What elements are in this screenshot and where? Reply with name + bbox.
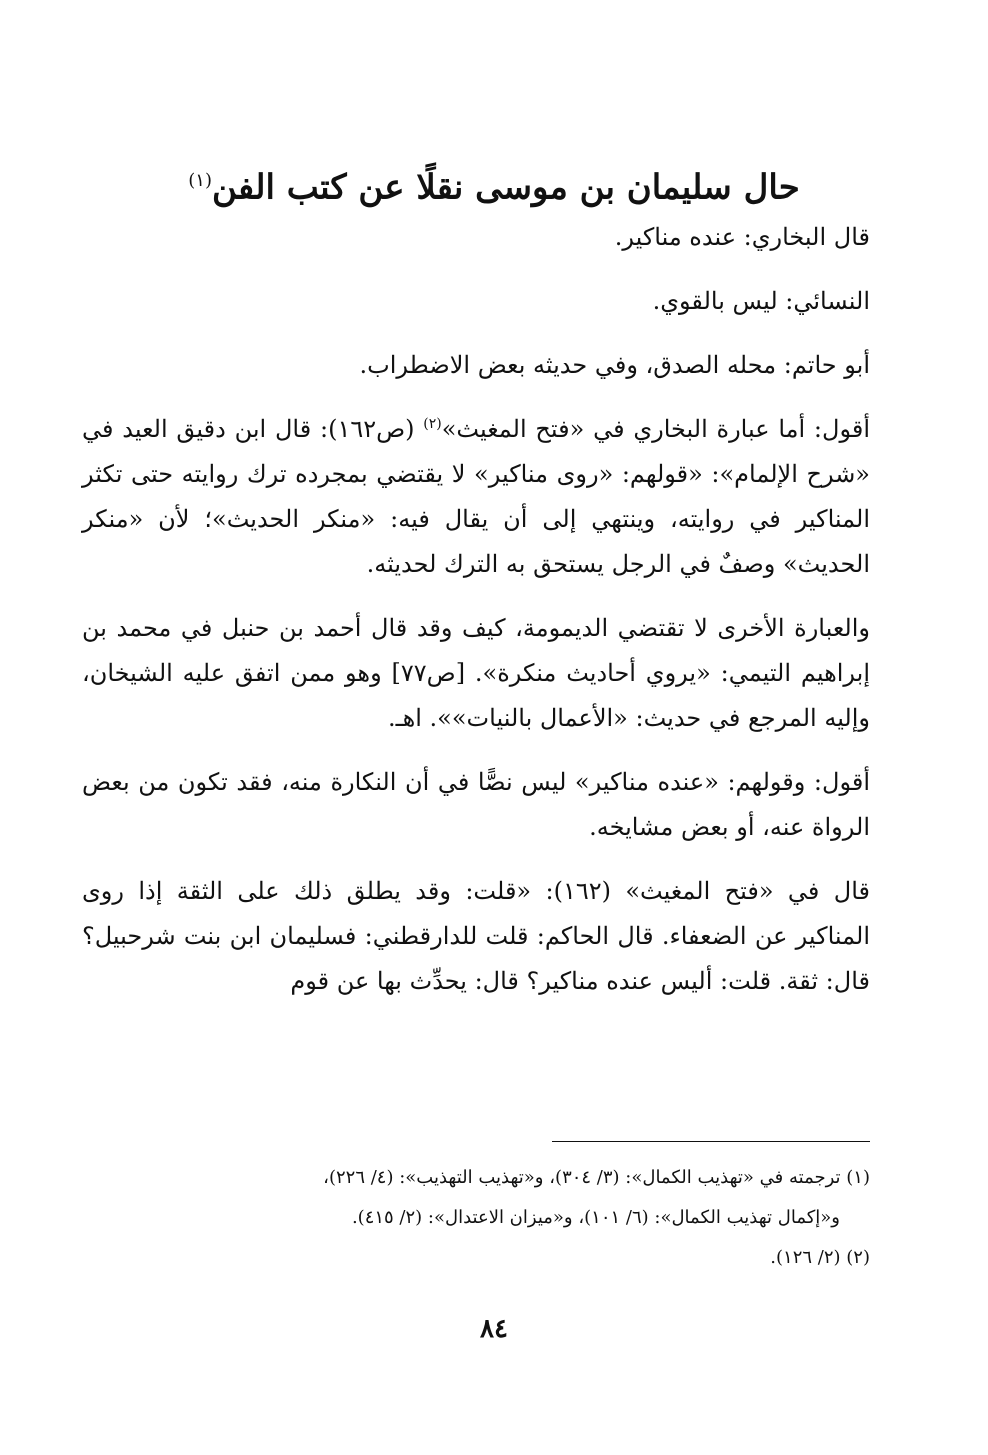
title-footnote-marker[interactable]: (١) xyxy=(188,169,212,191)
paragraph-nasai: النسائي: ليس بالقوي. xyxy=(652,287,870,315)
chapter-title xyxy=(90,155,898,213)
footnote-1-line-1: (١) ترجمته في «تهذيب الكمال»: (٣/ ٣٠٤)، و«تهذيب التهذيب»: (٤/ ٢٢٦)، xyxy=(323,1167,870,1188)
footnote-marker-2[interactable]: (٢) xyxy=(423,416,442,432)
page-number: ٨٤ xyxy=(480,1314,508,1344)
footnote-2: (٢) (٢/ ١٢٦). xyxy=(770,1247,870,1268)
paragraph-bukhari: قال البخاري: عنده مناكير. xyxy=(614,223,870,251)
footnote-1-line-2: و«إكمال تهذيب الكمال»: (٦/ ١٠١)، و«ميزان الاعتدال»: (٢/ ٤١٥). xyxy=(351,1207,840,1228)
paragraph-text-part: أقول: أما عبارة البخاري في «فتح المغيث» xyxy=(441,415,870,443)
chapter-title-text: حال سليمان بن موسى نقلًا عن كتب الفن xyxy=(212,167,800,208)
paragraph-munakir-comment: أقول: وقولهم: «عنده مناكير» ليس نصًّا في أن النكارة منه، فقد تكون من بعض الرواة عنه، أو بعض مشايخه. xyxy=(82,768,870,841)
footnotes xyxy=(82,1158,870,1278)
footnote-divider xyxy=(552,1141,870,1142)
paragraph-text-part: (ص١٦٢): قال ابن دقيق العيد في «شرح الإلمام»: «قولهم: «روى مناكير» لا يقتضي بمجرده ترك روايته حتى تكثر المناكير في روايته، وينتهي إلى أن يقال فيه: «منكر الحديث»؛ لأن «منكر الحديث» وصفٌ في الرجل يستحق به الترك لحديثه. xyxy=(82,415,870,578)
paragraph-hakim-daraqutni: قال في «فتح المغيث» (١٦٢): «قلت: وقد يطلق ذلك على الثقة إذا روى المناكير عن الضعفاء. قال الحاكم: قلت للدارقطني: فسليمان ابن بنت شرحبيل؟ قال: ثقة. قلت: أليس عنده مناكير؟ قال: يحدِّث بها عن قوم xyxy=(82,877,870,995)
paragraph-abu-hatim: أبو حاتم: محله الصدق، وفي حديثه بعض الاضطراب. xyxy=(359,351,870,379)
paragraph-other-expression: والعبارة الأخرى لا تقتضي الديمومة، كيف وقد قال أحمد بن حنبل في محمد بن إبراهيم التيمي: «يروي أحاديث منكرة». [ص٧٧] وهو ممن اتفق عليه الشيخان، وإليه المرجع في حديث: «الأعمال بالنيات»». اهـ. xyxy=(82,614,871,732)
main-text xyxy=(82,215,870,1023)
paragraph-fath-al-mughith xyxy=(82,407,870,587)
